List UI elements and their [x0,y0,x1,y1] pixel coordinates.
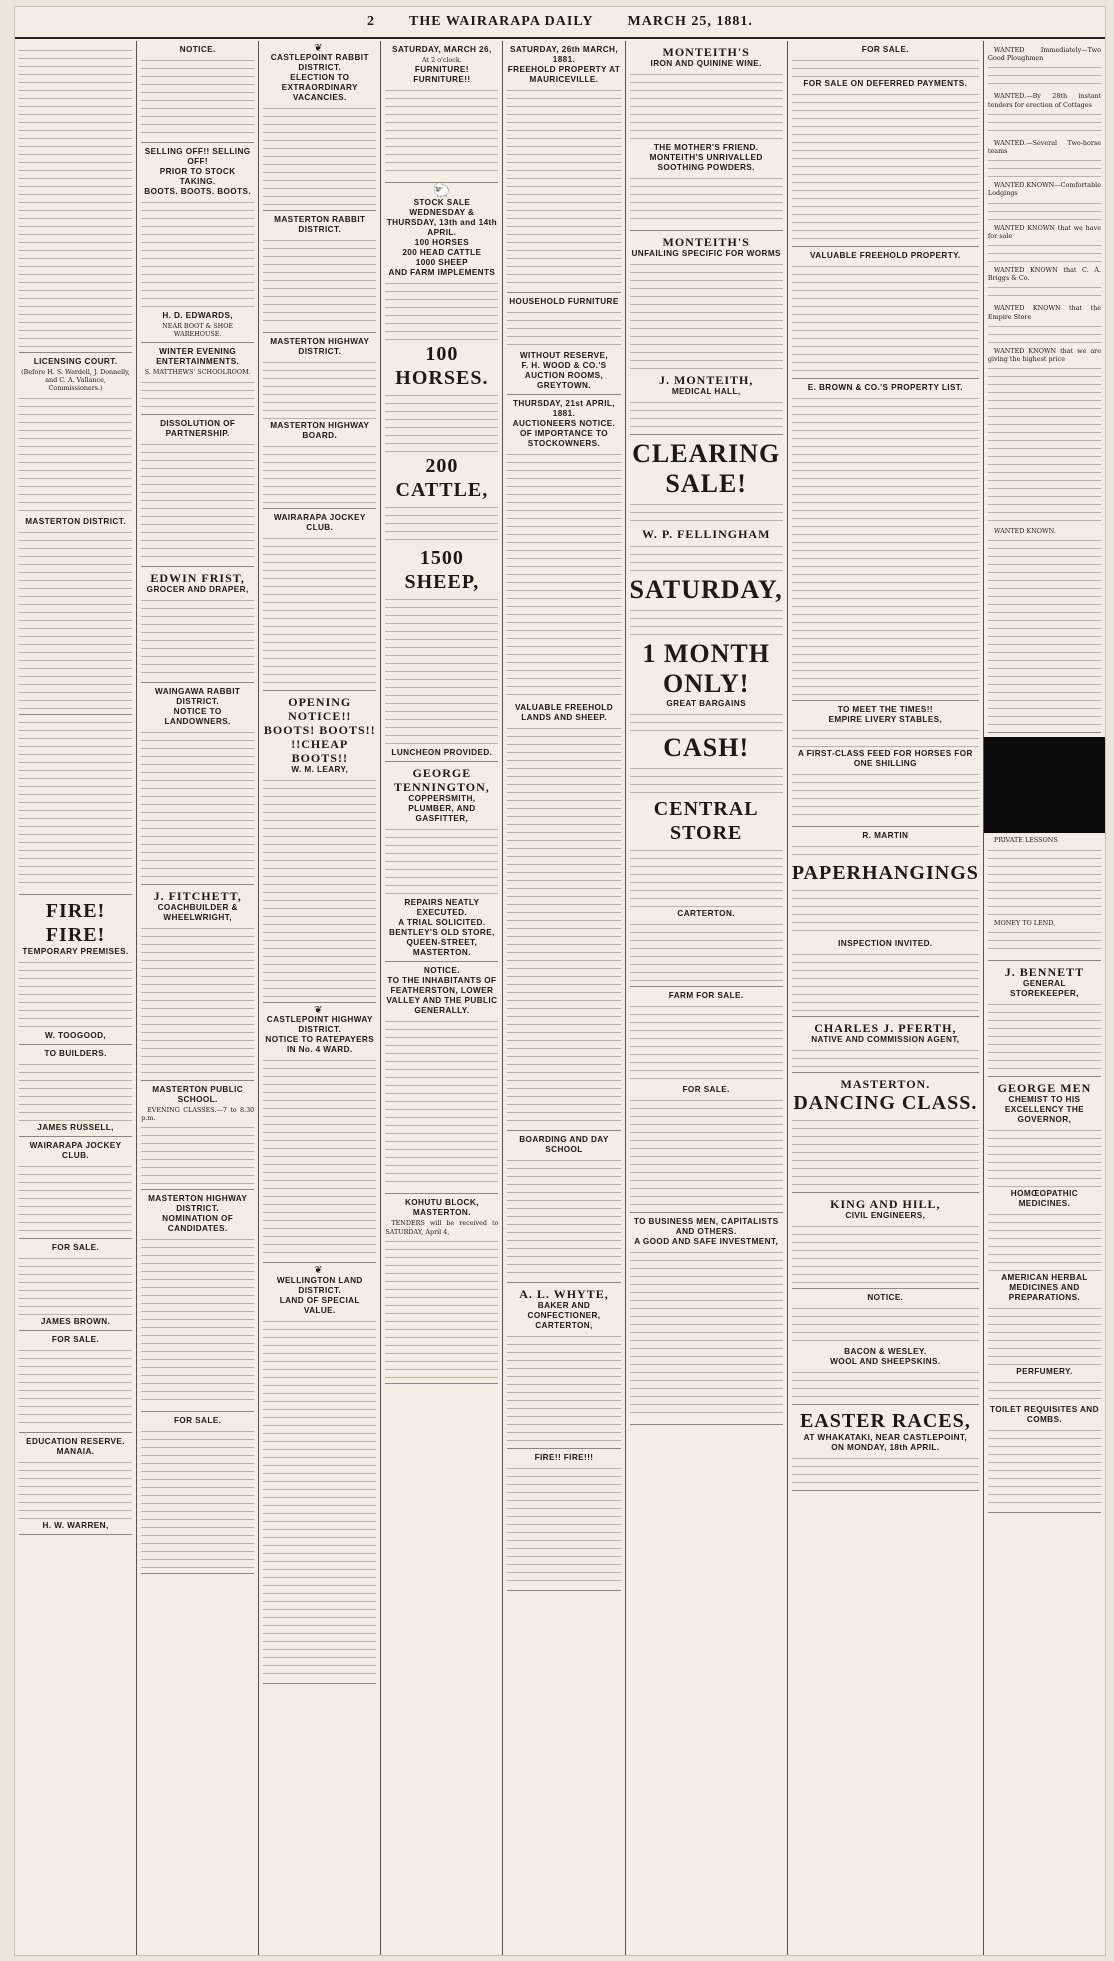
castlepoint-rabbit-heading: CASTLEPOINT RABBIT DISTRICT. [270,53,369,73]
household-heading: HOUSEHOLD FURNITURE [509,297,619,306]
bentley-heading: BENTLEY'S OLD STORE, QUEEN-STREET, MASTERTON. [388,928,495,958]
medical-hall: MEDICAL HALL, [671,387,741,396]
column-3 [259,41,381,1955]
bargains-heading: GREAT BARGAINS [666,699,746,708]
for-sale-heading-2: FOR SALE. [51,1334,100,1344]
fire-heading: FIRE! FIRE! [45,899,106,946]
nomination-heading: NOMINATION OF CANDIDATES. [162,1214,234,1234]
masthead-page-number: 2 [367,14,376,29]
selling-off-ad [141,147,254,343]
wanted-8: WANTED KNOWN that we are giving the highest price [987,346,1102,364]
mauriceville-heading: FREEHOLD PROPERTY AT MAURICEVILLE. [507,65,621,84]
jockey-heading: WAIRARAPA JOCKEY CLUB. [29,1140,122,1160]
furniture-sale [385,45,498,183]
wellington-land-heading: WELLINGTON LAND DISTRICT. [276,1275,363,1295]
evening-classes: EVENING CLASSES.—7 to 8.30 p.m. [141,1105,255,1122]
toilet-heading: TOILET REQUISITES AND COMBS. [989,1404,1099,1424]
opening-notice [263,695,376,1003]
monteith-heading-2: MONTEITH'S [662,235,750,249]
tennington-ad [385,766,498,962]
paperhanging-heading: PAPERHANGINGS [791,862,979,884]
easter-heading: EASTER RACES, [799,1410,971,1432]
stock-dates: WEDNESDAY & THURSDAY, 13th and 14th APRIL. [386,208,498,238]
wanted-known: WANTED KNOWN. [993,527,1056,536]
mothers-friend: THE MOTHER'S FRIEND. [653,143,759,152]
carterton-heading: CARTERTON. [677,909,735,918]
stock-sale-heading: STOCK SALE [413,198,471,208]
central-store: CENTRAL STORE [653,798,759,844]
wanted-2: WANTED.—By 28th instant tenders for erection of Cottages [987,92,1102,109]
household-sale [507,297,620,395]
leary-heading: W. M. LEARY, [291,765,349,775]
stock-sale [385,183,498,762]
for-sale-6: FOR SALE. [682,1085,730,1094]
farm-sale-heading: FARM FOR SALE. [668,991,744,1000]
masthead [15,7,1105,39]
auction-rooms: F. H. WOOD & CO.'S AUCTION ROOMS, GREYTOWN. [521,361,607,390]
private-lessons [988,836,1101,960]
saturday-heading: SATURDAY, MARCH 26, [392,45,492,54]
castlepoint-highway [263,1007,376,1263]
valuable-property [792,251,979,379]
big-sheep: 1500 SHEEP, [404,547,480,594]
wanted-4: WANTED KNOWN—Comfortable Lodgings [987,181,1102,198]
thursday-heading: THURSDAY, 21st APRIL, 1881. [513,399,615,418]
masterton-rabbit-heading: MASTERTON RABBIT DISTRICT. [274,215,366,235]
cash-heading: CASH! [663,733,750,762]
for-sale-7-heading: FOR SALE. [861,45,909,54]
whyte-ad [507,1287,620,1449]
crest-ornament-3: ❦ [314,1265,326,1277]
at-clock: At 2 o'clock. [422,56,462,64]
newspaper-page [14,6,1106,1956]
private-lessons-text: PRIVATE LESSONS [993,836,1058,845]
monteith-worms [630,235,783,435]
bennett-ad [988,965,1101,1077]
col2-for-sale-heading: FOR SALE. [174,1416,222,1426]
big-horses: 100 HORSES. [395,343,489,390]
wool-heading: WOOL AND SHEEPSKINS. [830,1357,941,1366]
notice-7 [792,1293,979,1405]
wellington-land [263,1267,376,1683]
rabbit-ad [141,687,254,885]
auctioneers-heading: AUCTIONEERS NOTICE. [512,419,616,428]
kohutu-heading: KOHUTU BLOCK, MASTERTON. [404,1198,479,1218]
chemist-heading: CHEMIST TO HIS EXCELLENCY THE GOVERNOR, [1004,1094,1085,1124]
business-heading: TO BUSINESS MEN, CAPITALISTS AND OTHERS. [633,1217,779,1236]
coach-heading: COACHBUILDER & WHEELWRIGHT, [157,902,238,922]
education-heading: EDUCATION RESERVE. [26,1436,125,1446]
repairs-heading: REPAIRS NEATLY EXECUTED. [404,898,480,918]
tenders-text: TENDERS will be received to SATURDAY, April 4, [385,1219,499,1236]
stock-cattle: 200 HEAD CATTLE [402,248,482,258]
civil-heading: CIVIL ENGINEERS, [845,1211,926,1220]
boot-dealer: H. D. EDWARDS, [162,311,233,320]
column-4 [381,41,503,1955]
licensing-court [19,357,132,715]
opening-heading: OPENING NOTICE!! [288,695,352,724]
tennington-heading: GEORGE TENNINGTON, [393,766,490,795]
livery-ad [792,705,979,827]
crest-ornament: ❦ [314,43,326,54]
public-school-ad [141,1085,254,1190]
american-heading: AMERICAN HERBAL MEDICINES AND PREPARATIONS. [1001,1272,1088,1302]
fellingham-heading: W. P. FELLINGHAM [641,527,771,541]
column-8 [984,41,1105,1955]
bacon-heading: BACON & WESLEY. [844,1347,927,1356]
builders-heading: TO BUILDERS. [44,1048,107,1058]
monteith-heading: MONTEITH'S [662,45,750,59]
deferred-heading: FOR SALE ON DEFERRED PAYMENTS. [803,79,968,88]
wanted-6: WANTED KNOWN that C. A. Briggs & Co. [987,266,1102,283]
inspection-heading: INSPECTION INVITED. [838,939,933,948]
general-storekeeper: GENERAL STOREKEEPER, [1010,978,1079,998]
boot-sub: NEAR BOOT & SHOE WAREHOUSE. [162,322,234,339]
whyte-heading: A. L. WHYTE, [519,1287,609,1301]
lunch-heading: LUNCHEON PROVIDED. [391,748,493,758]
jockey-club-ad [19,1141,132,1239]
for-sale-ad-2 [19,1335,132,1433]
masterton-highway [263,337,376,509]
bennett-heading: J. BENNETT [1004,964,1085,979]
gomen-heading: GEORGE MEN [997,1080,1092,1095]
masterton-rabbit [263,215,376,333]
licensing-heading: LICENSING COURT. [33,357,118,366]
business-men [630,1217,783,1425]
wanted-3: WANTED.—Several Two-horse teams [987,138,1102,156]
soothing-powders: MONTEITH'S UNRIVALLED SOOTHING POWDERS. [649,153,763,172]
warren-sig: H. W. WARREN, [42,1520,109,1530]
saturday-big: SATURDAY, [629,575,783,604]
brown-list [792,383,979,701]
wanted-1: WANTED Immediately—Two Good Ploughmen [987,46,1102,63]
for-sale-7 [792,45,979,247]
masthead-date: MARCH 25, 1881. [627,14,753,29]
meet-times-heading: TO MEET THE TIMES!! [837,705,933,714]
for-sale-ad-1 [19,1243,132,1331]
without-reserve: WITHOUT RESERVE, [519,351,609,360]
winter-heading: WINTER EVENING ENTERTAINMENTS. [156,347,240,367]
auctioneers-notice [507,399,620,1131]
livery-heading: EMPIRE LIVERY STABLES, [828,715,943,724]
highway-board-heading: MASTERTON HIGHWAY BOARD. [270,421,370,441]
worms-heading: UNFAILING SPECIFIC FOR WORMS [631,249,781,258]
monday-heading: ON MONDAY, 18th APRIL. [831,1443,940,1452]
masthead-title: THE WAIRARAPA DAILY [409,14,594,29]
crest-ornament-2: ❦ [314,1005,326,1017]
columns [15,41,1105,1955]
toogood-sig: W. TOOGOOD, [45,1030,107,1040]
safe-investment: A GOOD AND SAFE INVESTMENT, [634,1237,779,1246]
fire-heading-5: FIRE!! FIRE!!! [534,1453,594,1462]
notice-7-heading: NOTICE. [867,1293,904,1302]
education-reserve [19,1437,132,1535]
frist-heading: EDWIN FRIST, [150,570,245,585]
dissolution-heading: DISSOLUTION OF PARTNERSHIP. [160,418,236,438]
temporary-premises: TEMPORARY PREMISES. [22,946,129,956]
clearing-sale [630,439,783,987]
small-ads [19,719,132,895]
selling-off-heading: SELLING OFF!! SELLING OFF! [144,147,251,166]
masterton-district-heading: MASTERTON DISTRICT. [25,516,126,526]
farm-sale [630,991,783,1213]
brown-sig: JAMES BROWN. [40,1316,111,1326]
easter-sub: AT WHAKATAKI, NEAR CASTLEPOINT, [803,1433,968,1442]
fire-ad-5 [507,1453,620,1591]
boarding-school [507,1135,620,1283]
clearing-heading: CLEARING SALE! [632,439,781,498]
homeopathic-heading: HOMŒOPATHIC MEDICINES. [1010,1188,1079,1208]
chemist-ad [988,1081,1101,1513]
fitchett-heading: J. FITCHETT, [153,888,242,903]
perfumery-heading: PERFUMERY. [1016,1366,1073,1376]
dancing-ad [792,1077,979,1193]
wanted-5: WANTED KNOWN that we have for sale [987,223,1102,240]
martin-heading: R. MARTIN [862,831,909,840]
for-sale-heading-1: FOR SALE. [51,1242,100,1252]
sat-26-heading: SATURDAY, 26th MARCH, 1881. [509,45,618,64]
furniture-heading: FURNITURE! FURNITURE!! [413,65,471,85]
rabbit-heading: WAINGAWA RABBIT DISTRICT. [155,686,241,706]
stock-horses: 100 HORSES [414,238,470,248]
wanted-7: WANTED KNOWN that the Empire Store [987,304,1102,321]
mauriceville-sale [507,45,620,293]
easter-races [792,1409,979,1491]
manaia-heading: MANAIA. [56,1446,95,1456]
boarding-heading: BOARDING AND DAY SCHOOL [519,1135,609,1154]
big-cattle: 200 CATTLE, [395,455,489,502]
monteith-wine [630,45,783,231]
money-to-lend: MONEY TO LEND, [993,918,1056,927]
kohutu-ad [385,1198,498,1383]
landowners-heading: NOTICE TO LANDOWNERS. [164,706,231,726]
column-5 [503,41,625,1955]
jmonteith-heading: J. MONTEITH, [659,373,754,387]
ratepayers-heading: NOTICE TO RATEPAYERS IN No. 4 WARD. [265,1035,375,1055]
boots-big: BOOTS! BOOTS!! [263,723,376,738]
valuable-heading-7: VALUABLE FREEHOLD PROPERTY. [809,251,961,260]
importance-heading: OF IMPORTANCE TO STOCKOWNERS. [520,429,608,448]
frist-ad [141,571,254,683]
notice-4-heading: NOTICE. [423,966,460,976]
native-agent: NATIVE AND COMMISSION AGENT, [811,1035,960,1044]
notice-heading: NOTICE. [179,45,216,54]
dancing-masterton: MASTERTON. [840,1077,931,1091]
baker-heading: BAKER AND CONFECTIONER, CARTERTON, [527,1301,601,1330]
trial-heading: A TRIAL SOLICITED. [398,918,486,928]
stock-sheep: 1000 SHEEP [415,258,468,268]
martin-ad [792,831,979,1017]
public-school-heading: MASTERTON PUBLIC SCHOOL. [152,1084,244,1104]
fitchett-ad [141,889,254,1081]
jockey-club-3 [263,513,376,691]
pferth-ad [792,1021,979,1073]
licensing-sub: (Before H. S. Wardell, J. Donnelly, and C. A. Vallance, Commissioners.) [21,368,130,393]
jockey-heading-3: WAIRARAPA JOCKEY CLUB. [273,513,366,533]
iron-quinine-heading: IRON AND QUININE WINE. [650,59,762,68]
king-hill-heading: KING AND HILL, [830,1197,941,1211]
castlepoint-hwy-heading: CASTLEPOINT HIGHWAY DISTRICT. [266,1015,373,1035]
column-6 [626,41,788,1955]
valuable-heading: VALUABLE FREEHOLD LANDS AND SHEEP. [514,703,614,722]
coppersmith-heading: COPPERSMITH, PLUMBER, AND GASFITTER, [408,794,476,824]
grocer-heading: GROCER AND DRAPER, [146,584,249,594]
cheap-boots: !!CHEAP BOOTS!! [291,737,349,766]
masterton-highway-heading: MASTERTON HIGHWAY DISTRICT. [270,337,370,357]
winter-ad [141,347,254,414]
feed-heading: A FIRST-CLASS FEED FOR HORSES FOR ONE SHILLING [797,749,973,768]
russell-sig: JAMES RUSSELL, [37,1122,114,1132]
highway-heading: MASTERTON HIGHWAY DISTRICT. [148,1194,248,1214]
special-value-heading: LAND OF SPECIAL VALUE. [279,1295,360,1315]
prior-heading: PRIOR TO STOCK TAKING. [159,167,236,186]
notice-ad [141,45,254,143]
pferth-heading: CHARLES J. PFERTH, [814,1021,957,1035]
notice-4 [385,966,498,1194]
column-1 [15,41,137,1955]
schoolroom: S. MATTHEWS' SCHOOLROOM. [144,368,251,377]
brown-list-heading: E. BROWN & CO.'S PROPERTY LIST. [807,383,963,392]
dissolution-ad [141,419,254,567]
column-2 [137,41,259,1955]
column-7 [788,41,984,1955]
election-heading: ELECTION TO EXTRAORDINARY VACANCIES. [281,73,358,103]
redacted-block [984,737,1105,833]
farm-implements: AND FARM IMPLEMENTS [388,268,496,278]
boots-heading: BOOTS. BOOTS. BOOTS. [144,187,252,196]
king-hill-ad [792,1197,979,1289]
col2-for-sale [141,1416,254,1574]
inhabitants-heading: TO THE INHABITANTS OF FEATHERSTON, LOWER VALLEY AND THE PUBLIC GENERALLY. [386,976,498,1016]
highway-ad [141,1194,254,1412]
dancing-heading: DANCING CLASS. [793,1092,978,1114]
editorial-text [19,47,132,353]
fire-ad [19,899,132,1045]
wanted-ads [988,46,1101,733]
one-month-heading: 1 MONTH ONLY! [642,639,770,698]
builders-ad [19,1049,132,1137]
castlepoint-rabbit [263,45,376,211]
stock-sale-sheep-icon: 🐑 [433,183,451,200]
